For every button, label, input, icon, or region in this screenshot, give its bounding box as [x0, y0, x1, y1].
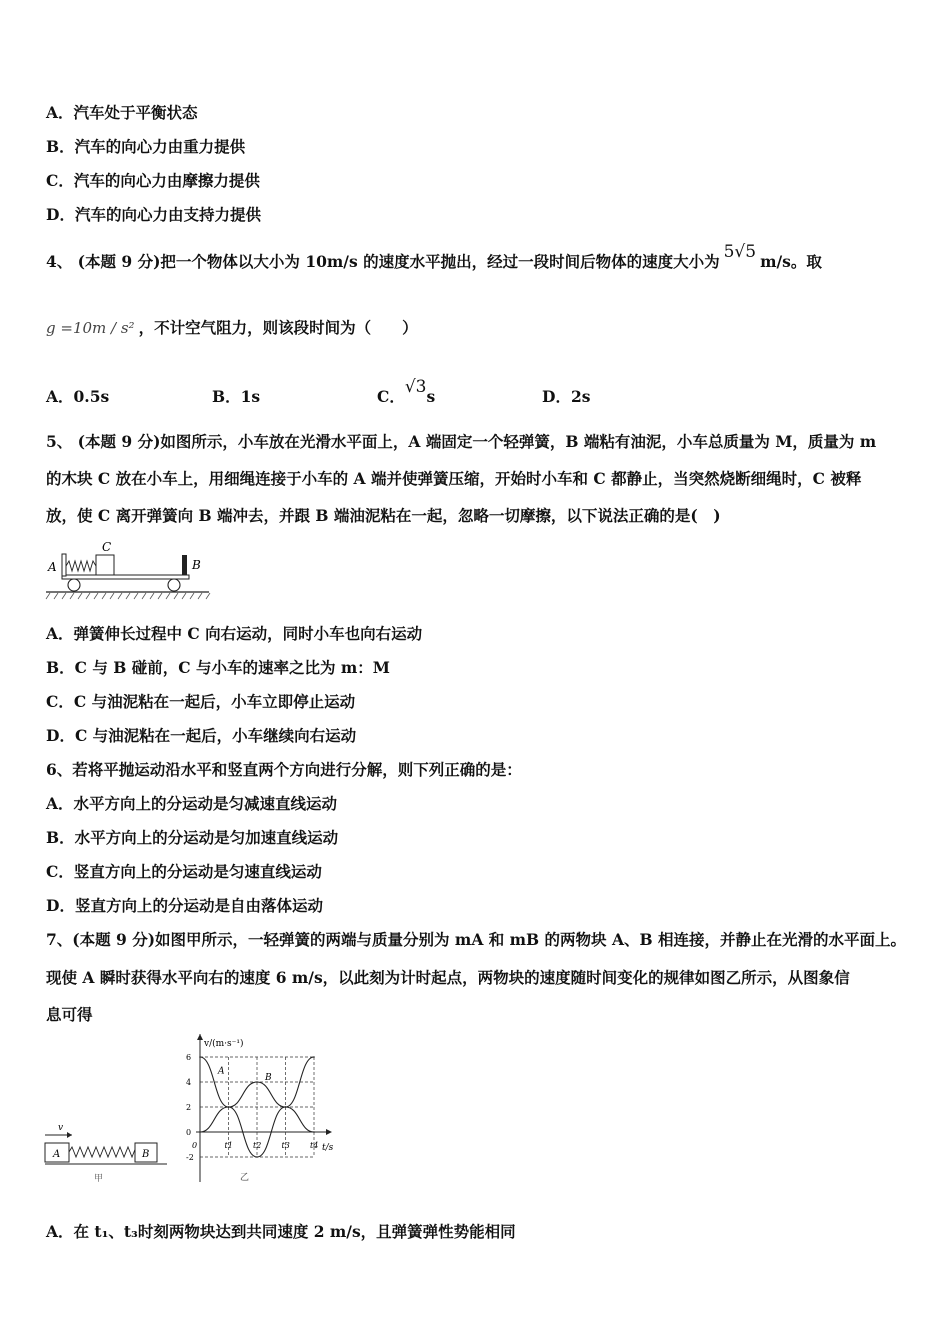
y-tick--2: -2: [186, 1153, 194, 1162]
label-a: A: [48, 560, 57, 574]
chart-title: 乙: [240, 1173, 250, 1183]
q4-stem-a: 4、 (本题 9 分)把一个物体以大小为 10m/s 的速度水平抛出，经过一段时间后物体的速度大小为: [46, 252, 720, 271]
block-b-label: B: [142, 1149, 150, 1160]
q7-option-a: A．在 t₁、t₃时刻两物块达到共同速度 2 m/s，且弹簧弹性势能相同: [46, 1222, 516, 1241]
q6-option-d: D．竖直方向上的分运动是自由落体运动: [46, 896, 323, 915]
velocity-arrow-label: v: [58, 1123, 64, 1133]
q5-option-c: C．C 与油泥粘在一起后，小车立即停止运动: [46, 692, 356, 711]
q4-stem-2: [46, 318, 418, 338]
figure-jia-caption: 甲: [94, 1174, 104, 1184]
spring: [69, 1147, 143, 1157]
q4-stem-c: ，不计空气阻力，则该段时间为（ ）: [138, 318, 418, 337]
q4-stem-b: m/s。取: [760, 252, 822, 271]
figure-jia: [42, 1118, 177, 1186]
y-tick-2: 2: [186, 1103, 192, 1112]
q7-stem-line3: 息可得: [46, 1005, 93, 1024]
y-axis-label: v/(m·s⁻¹): [204, 1039, 244, 1049]
series-A-label: A: [218, 1066, 225, 1077]
label-c: C: [102, 540, 112, 554]
q6-stem: 6、若将平抛运动沿水平和竖直两个方向进行分解，则下列正确的是：: [46, 760, 522, 779]
series-B-point-2: [256, 1081, 258, 1083]
velocity-time-chart: [182, 1030, 342, 1188]
x-tick-2: t2: [253, 1141, 262, 1150]
wheel-left: [68, 579, 80, 591]
series-B-point-4: [313, 1131, 315, 1133]
x-tick-1: t1: [224, 1141, 233, 1150]
q5-option-d: D．C 与油泥粘在一起后，小车继续向右运动: [46, 726, 357, 745]
q4-option-c: [377, 377, 436, 407]
y-tick-4: 4: [186, 1078, 192, 1087]
series-A-point-2: [256, 1156, 258, 1158]
q3-option-a: A．汽车处于平衡状态: [46, 103, 198, 122]
series-A-point-0: [199, 1056, 201, 1058]
q6-option-b: B．水平方向上的分运动是匀加速直线运动: [46, 828, 339, 847]
q6-option-c: C．竖直方向上的分运动是匀速直线运动: [46, 862, 322, 881]
q4-g-formula: g =10m / s²: [46, 319, 135, 337]
q4-option-c-value: √3: [404, 377, 427, 397]
q4-stem: [46, 242, 822, 272]
q4-option-a: A．0.5s: [46, 387, 110, 406]
x-tick-4: t4: [310, 1141, 319, 1150]
q6-option-a: A．水平方向上的分运动是匀减速直线运动: [46, 794, 338, 813]
q3-option-b: B．汽车的向心力由重力提供: [46, 137, 246, 156]
x-tick-3: t3: [281, 1141, 290, 1150]
q4-option-d: D．2s: [542, 387, 591, 406]
label-b: B: [192, 558, 201, 572]
block-c: [96, 555, 114, 575]
q5-stem-line2: 的木块 C 放在小车上，用细绳连接于小车的 A 端并使弹簧压缩，开始时小车和 C 都静止，当突然烧断细绳时，C 被释: [46, 469, 862, 488]
oil-putty-b: [182, 555, 187, 575]
series-B-point-3: [285, 1106, 287, 1108]
series-B-point-1: [228, 1106, 230, 1108]
x-tick-0: 0: [192, 1141, 198, 1150]
q7-stem-line1: 7、(本题 9 分)如图甲所示，一轻弹簧的两端与质量分别为 mA 和 mB 的两物块 A、B 相连接，并静止在光滑的水平面上。: [46, 930, 906, 949]
q4-option-c-label: C．: [377, 387, 405, 406]
q4-speed-value: 5√5: [723, 242, 757, 262]
series-B-point-0: [199, 1131, 201, 1133]
x-axis-label: t/s: [322, 1143, 334, 1153]
y-tick-0: 0: [186, 1128, 192, 1137]
q5-stem-line3: 放，使 C 离开弹簧向 B 端冲去，并跟 B 端油泥粘在一起，忽略一切摩擦，以下说法正确的是( ): [46, 506, 721, 525]
q5-stem-line1: 5、 (本题 9 分)如图所示，小车放在光滑水平面上，A 端固定一个轻弹簧，B 端粘有油泥，小车总质量为 M，质量为 m: [46, 432, 877, 451]
series-B-label: B: [265, 1072, 272, 1083]
q3-option-c: C．汽车的向心力由摩擦力提供: [46, 171, 260, 190]
block-a-label: A: [53, 1149, 61, 1160]
q3-option-d: D．汽车的向心力由支持力提供: [46, 205, 261, 224]
series-A-point-4: [313, 1056, 315, 1058]
q7-stem-line2: 现使 A 瞬时获得水平向右的速度 6 m/s，以此刻为计时起点，两物块的速度随时间变化的规律如图乙所示，从图象信: [46, 968, 850, 987]
y-tick-6: 6: [186, 1053, 192, 1062]
wheel-right: [168, 579, 180, 591]
q4-option-c-unit: s: [426, 387, 436, 406]
q5-option-b: B．C 与 B 碰前，C 与小车的速率之比为 m：M: [46, 658, 390, 677]
cart-diagram: [44, 538, 214, 600]
q5-option-a: A．弹簧伸长过程中 C 向右运动，同时小车也向右运动: [46, 624, 423, 643]
q4-option-b: B．1s: [212, 387, 261, 406]
